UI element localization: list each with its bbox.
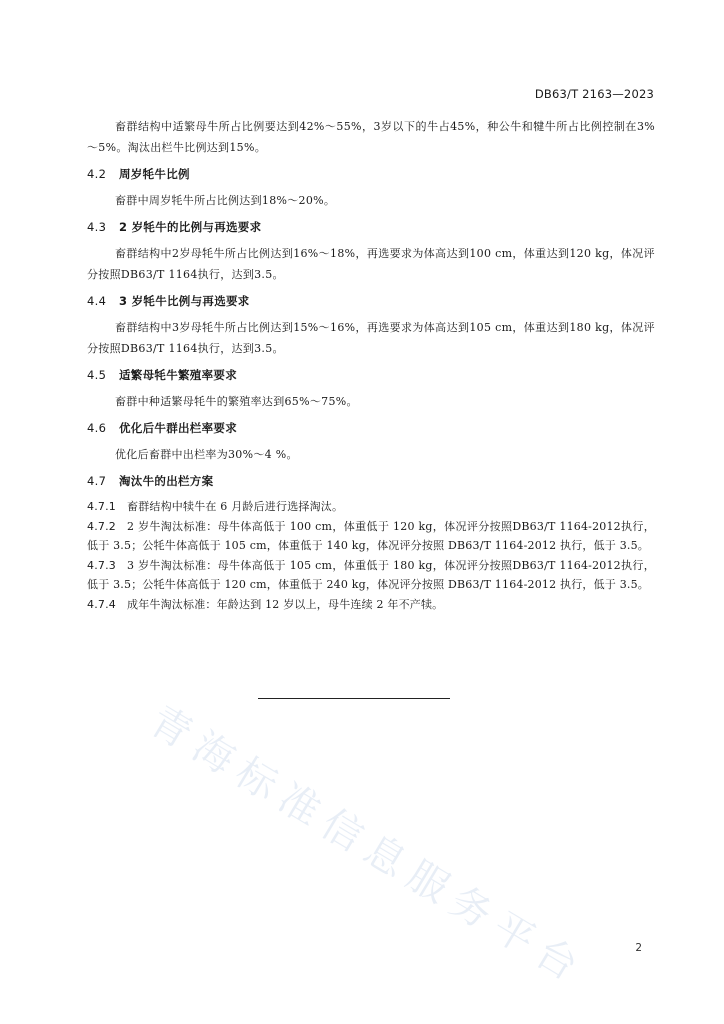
section-4-7-heading [87,471,655,491]
section-number: 4.4 [87,294,107,308]
section-4-3-text: 畜群结构中2岁母牦牛所占比例达到16%～18%，再选要求为体高达到100 cm，体重达到120 kg，体况评分按照DB63/T 1164执行，达到3.5。 [87,247,655,281]
intro-paragraph: 畜群结构中适繁母牛所占比例要达到42%～55%，3岁以下的牛占45%，种公牛和犍牛所占比例控制在3%～5%。淘汰出栏牛比例达到15%。 [87,120,655,154]
subclause-4-7-4 [87,595,655,615]
subclause-number: 4.7.1 [87,500,116,513]
subclause-text: 3 岁牛淘汰标准：母牛体高低于 105 cm，体重低于 180 kg，体况评分按照DB63/T 1164-2012执行，低于 3.5；公牦牛体高低于 120 cm，体重低于 240 kg，体况评分按照 DB63/T 1164-2012 执行，低于 3.5。 [87,558,655,591]
subclause-number: 4.7.4 [87,597,116,611]
document-body [87,116,655,614]
subclause-4-7-1 [87,497,655,517]
section-number: 4.7 [87,474,107,488]
section-title: 3 岁牦牛比例与再选要求 [119,294,250,308]
section-4-5-heading [87,365,655,385]
end-rule-divider [258,698,450,699]
subclause-text: 畜群结构中犊牛在 6 月龄后进行选择淘汰。 [127,500,344,513]
section-title: 淘汰牛的出栏方案 [119,474,214,488]
document-code-header: DB63/T 2163—2023 [534,87,654,101]
section-4-6-text: 优化后畜群中出栏率为30%～4 %。 [115,448,298,461]
section-title: 周岁牦牛比例 [119,167,190,181]
section-4-4-heading [87,291,655,311]
section-title: 2 岁牦牛的比例与再选要求 [119,220,262,234]
section-4-3-heading [87,217,655,237]
section-number: 4.3 [87,220,107,234]
subclause-4-7-2 [87,517,655,556]
subclause-text: 成年牛淘汰标准：年龄达到 12 岁以上，母牛连续 2 年不产犊。 [127,597,444,611]
subclause-number: 4.7.2 [87,519,116,533]
section-4-5-text: 畜群中种适繁母牦牛的繁殖率达到65%～75%。 [115,395,358,408]
subclause-number: 4.7.3 [87,558,116,572]
watermark: 青海标准信息服务平台 [141,697,594,995]
section-4-6-heading [87,418,655,438]
section-4-4-text: 畜群结构中3岁母牦牛所占比例达到15%～16%，再选要求为体高达到105 cm，体重达到180 kg，体况评分按照DB63/T 1164执行，达到3.5。 [87,321,655,355]
subclause-4-7-3 [87,556,655,595]
section-title: 优化后牛群出栏率要求 [119,421,237,435]
section-number: 4.5 [87,368,107,382]
section-4-2-heading [87,164,655,184]
page-number: 2 [635,942,642,954]
subclause-text: 2 岁牛淘汰标准：母牛体高低于 100 cm，体重低于 120 kg，体况评分按照DB63/T 1164-2012执行，低于 3.5；公牦牛体高低于 105 cm，体重低于 140 kg，体况评分按照 DB63/T 1164-2012 执行，低于 3.5。 [87,519,655,552]
section-title: 适繁母牦牛繁殖率要求 [119,368,237,382]
section-4-2-text: 畜群中周岁牦牛所占比例达到18%～20%。 [115,194,336,207]
section-number: 4.6 [87,421,107,435]
section-number: 4.2 [87,167,107,181]
